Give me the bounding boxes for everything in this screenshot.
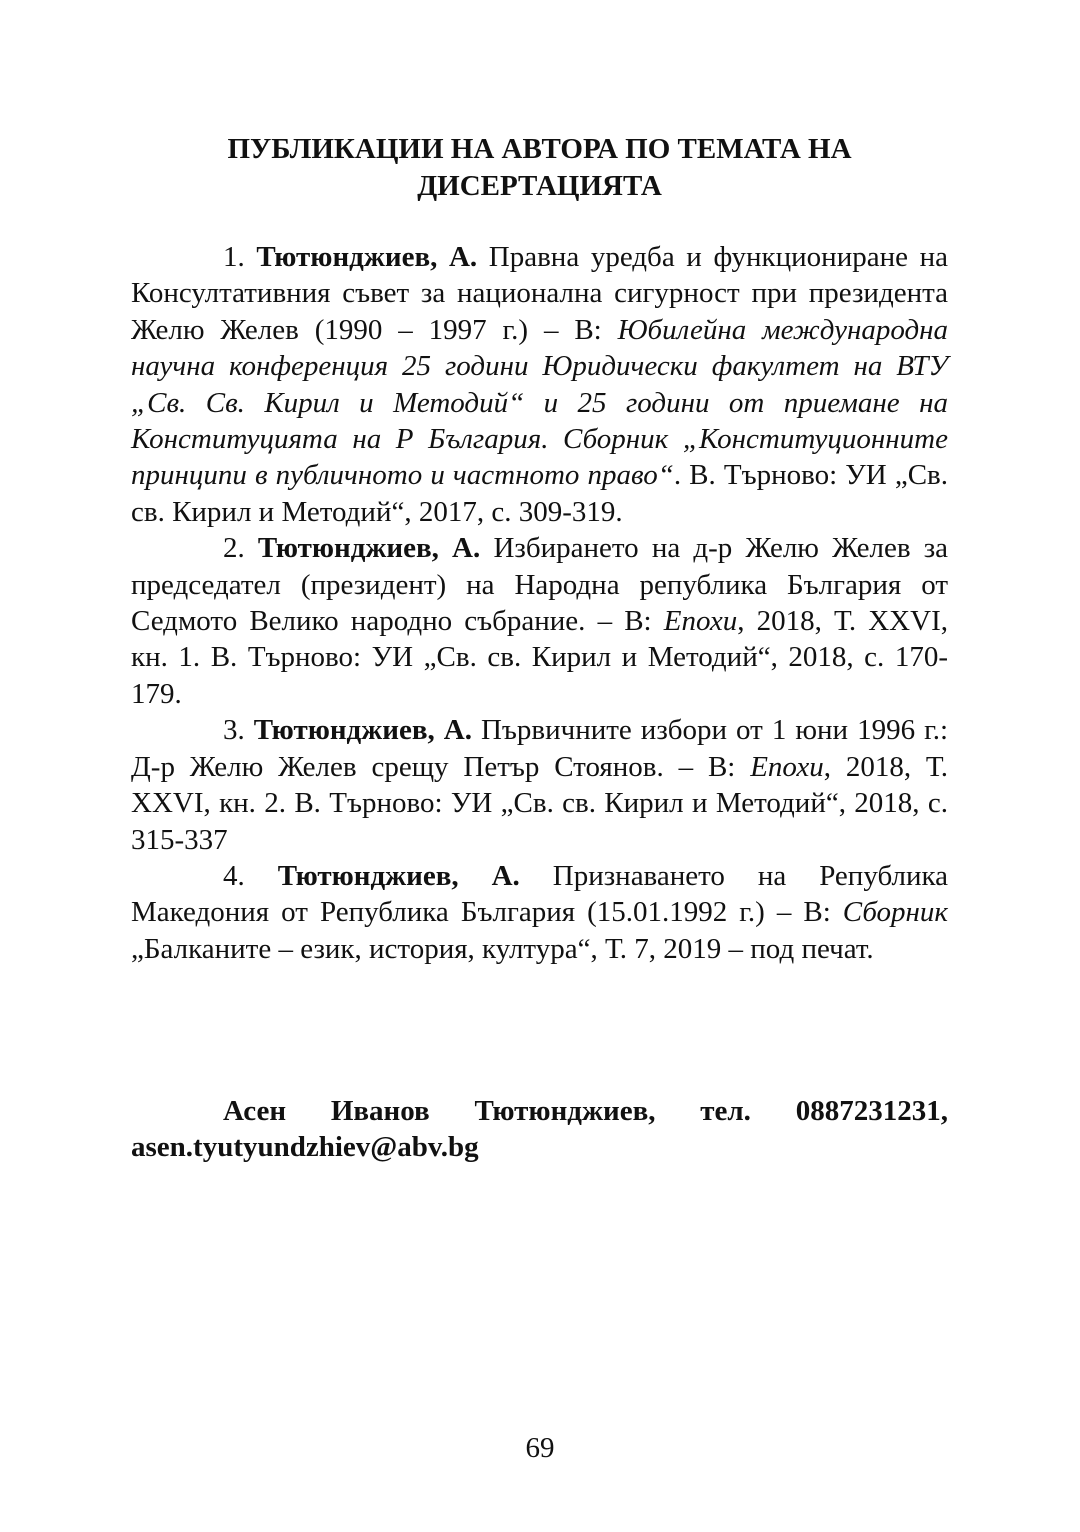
- author-contact: Асен Иванов Тютюнджиев, тел. 0887231231, asen.tyutyundzhiev@abv.bg: [131, 1095, 948, 1163]
- publication-source: Епохи: [750, 750, 824, 783]
- publication-author: Тютюнджиев, А.: [277, 859, 520, 892]
- page-number: 69: [525, 1432, 555, 1464]
- page-title-line-1: ПУБЛИКАЦИИ НА АВТОРА ПО ТЕМАТА НА: [227, 133, 852, 165]
- page-title-line-2: ДИСЕРТАЦИЯТА: [417, 170, 662, 202]
- publication-author: Тютюнджиев, А.: [257, 532, 481, 565]
- publication-number: 3.: [223, 714, 245, 747]
- publication-item-2: [131, 530, 948, 712]
- publication-author: Тютюнджиев, А.: [253, 714, 472, 747]
- publication-list: [131, 239, 948, 967]
- publication-details: . В. Търново: УИ „Св. св. Кирил и Методий“, 2017, с. 309-319.: [131, 459, 948, 528]
- publication-number: 1.: [223, 241, 245, 273]
- publication-source: Юбилейна международна научна конференция 25 години Юридически факултет на ВТУ „Св. Св. Кирил и Методий“ и 25 години от приемане на Конституцията на Р България. Сборник „Конституционните принципи в публичното и частното право“: [131, 313, 949, 492]
- publication-author: Тютюнджиев, А.: [256, 241, 478, 273]
- page-title: [131, 131, 948, 205]
- publication-source: Епохи: [663, 605, 738, 638]
- publication-number: 4.: [223, 859, 245, 892]
- publication-item-4: [131, 858, 948, 967]
- publication-source: Сборник: [842, 896, 948, 929]
- publication-details: , 2018, Т. XXVI, кн. 2. В. Търново: УИ „Св. св. Кирил и Методий“, 2018, с. 315-337: [131, 750, 948, 856]
- publication-title: Правна уредба и функциониране на Консултативния съвет за национална сигурност при президента Желю Желев (1990 – 1997 г.) – В:: [131, 241, 948, 346]
- publication-details: „Балканите – език, история, култура“, Т. 7, 2019 – под печат.: [131, 932, 874, 965]
- publication-number: 2.: [223, 532, 245, 565]
- publication-title: Първичните избори от 1 юни 1996 г.: Д-р Желю Желев срещу Петър Стоянов. – В:: [131, 714, 949, 783]
- publication-details: , 2018, Т. XXVI, кн. 1. В. Търново: УИ „Св. св. Кирил и Методий“, 2018, с. 170-179.: [131, 605, 948, 710]
- publication-item-3: [131, 712, 948, 858]
- publication-title: Признаването на Република Македония от Република България (15.01.1992 г.) – В:: [131, 859, 948, 929]
- publication-title: Избирането на д-р Желю Желев за председател (президент) на Народна република България от Седмото Велико народно събрание. – В:: [131, 532, 949, 638]
- publication-item-1: [131, 239, 948, 530]
